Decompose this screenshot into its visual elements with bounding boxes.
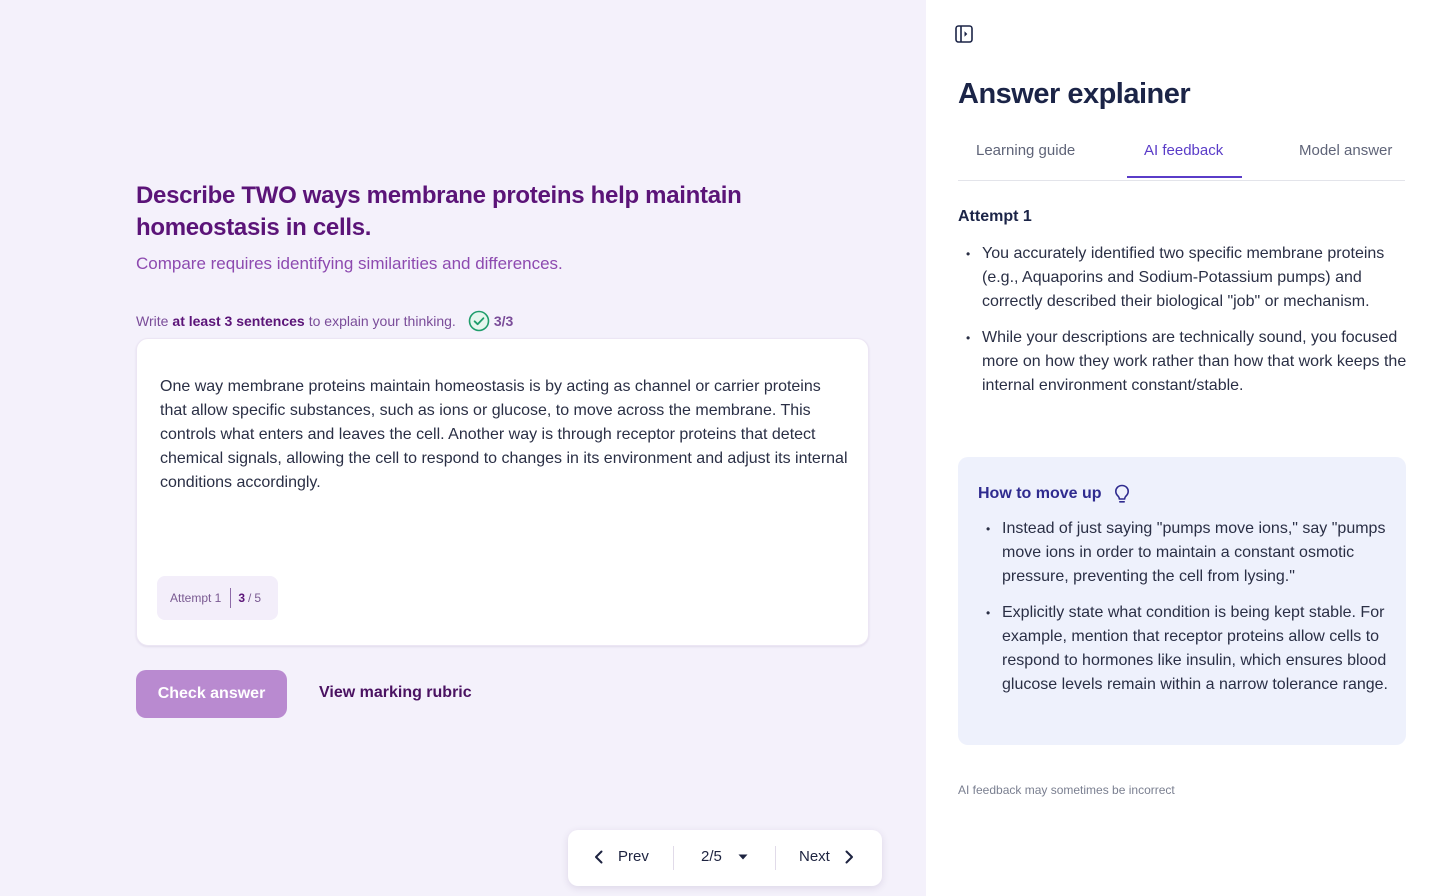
list-item: • You accurately identified two specific membrane proteins (e.g., Aquaporins and Sodium-Potassium pumps) and correctly described their biological "job" or mechanism. — [958, 242, 1408, 314]
score-separator: / — [248, 591, 252, 605]
answer-input[interactable] — [136, 338, 869, 646]
check-answer-button[interactable]: Check answer — [136, 670, 287, 718]
sentence-counter — [468, 310, 513, 332]
sidebar-toggle-icon[interactable] — [954, 24, 974, 44]
ai-disclaimer: AI feedback may sometimes be incorrect — [958, 783, 1175, 797]
view-marking-rubric-link[interactable]: View marking rubric — [319, 684, 472, 701]
next-label: Next — [799, 848, 830, 865]
feedback-list — [958, 242, 1408, 410]
caret-down-icon — [738, 854, 748, 860]
question-title: Describe TWO ways membrane proteins help maintain homeostasis in cells. — [136, 182, 742, 241]
score-max: 5 — [254, 591, 262, 605]
panel-title: Answer explainer — [958, 78, 1191, 110]
prev-button[interactable] — [594, 848, 649, 865]
lightbulb-icon — [1114, 484, 1130, 504]
attempt-label: Attempt 1 — [170, 591, 222, 605]
chevron-right-icon — [844, 850, 854, 864]
tab-model-answer[interactable]: Model answer — [1299, 142, 1393, 159]
pager-divider — [775, 846, 776, 870]
list-item: • While your descriptions are technically sound, you focused more on how they work rather than how that work keeps the internal environment constant/stable. — [958, 326, 1408, 398]
sentence-count: 3/3 — [493, 313, 514, 329]
instruction-text-pre: Write — [136, 313, 169, 329]
instruction-text-post: to explain your thinking. — [308, 313, 456, 329]
next-button[interactable] — [799, 848, 854, 865]
attempt-score-chip — [157, 576, 278, 620]
check-circle-icon — [468, 310, 490, 332]
active-tab-indicator — [1127, 176, 1242, 178]
list-item: • Explicitly state what condition is being kept stable. For example, mention that receptor proteins allow cells to respond to hormones like insulin, which ensures blood glucose levels remain within a narrow tolerance range. — [978, 601, 1390, 697]
instruction-text-bold: at least 3 sentences — [172, 313, 305, 329]
answer-instruction — [136, 311, 513, 331]
feedback-attempt-heading: Attempt 1 — [958, 208, 1032, 225]
move-up-heading — [978, 484, 1130, 504]
page-indicator: 2/5 — [701, 848, 722, 865]
chevron-left-icon — [594, 850, 604, 864]
explainer-tabs — [958, 136, 1405, 181]
move-up-title: How to move up — [978, 485, 1102, 502]
tips-list — [978, 517, 1390, 709]
chip-divider — [230, 588, 231, 608]
prev-label: Prev — [618, 848, 649, 865]
tab-ai-feedback[interactable]: AI feedback — [1144, 142, 1224, 159]
question-subtitle: Compare requires identifying similarities and differences. — [136, 254, 563, 273]
tab-learning-guide[interactable]: Learning guide — [976, 142, 1076, 159]
answer-text[interactable]: One way membrane proteins maintain homeostasis is by acting as channel or carrier proteins that allow specific substances, such as ions or glucose, to move across the membrane. This controls what enters and leaves the cell. Another way is through receptor proteins that detect chemical signals, allowing the cell to respond to changes in its environment and adjust its internal conditions accordingly. — [160, 378, 848, 491]
pager-divider — [673, 846, 674, 870]
attempt-score: 3 — [238, 591, 246, 605]
list-item: • Instead of just saying "pumps move ions," say "pumps move ions in order to maintain a constant osmotic pressure, preventing the cell from lysing." — [978, 517, 1390, 589]
answer-explainer-panel — [926, 0, 1436, 896]
how-to-move-up-box — [958, 457, 1406, 745]
page-select[interactable] — [701, 848, 748, 865]
question-pager — [568, 830, 882, 886]
